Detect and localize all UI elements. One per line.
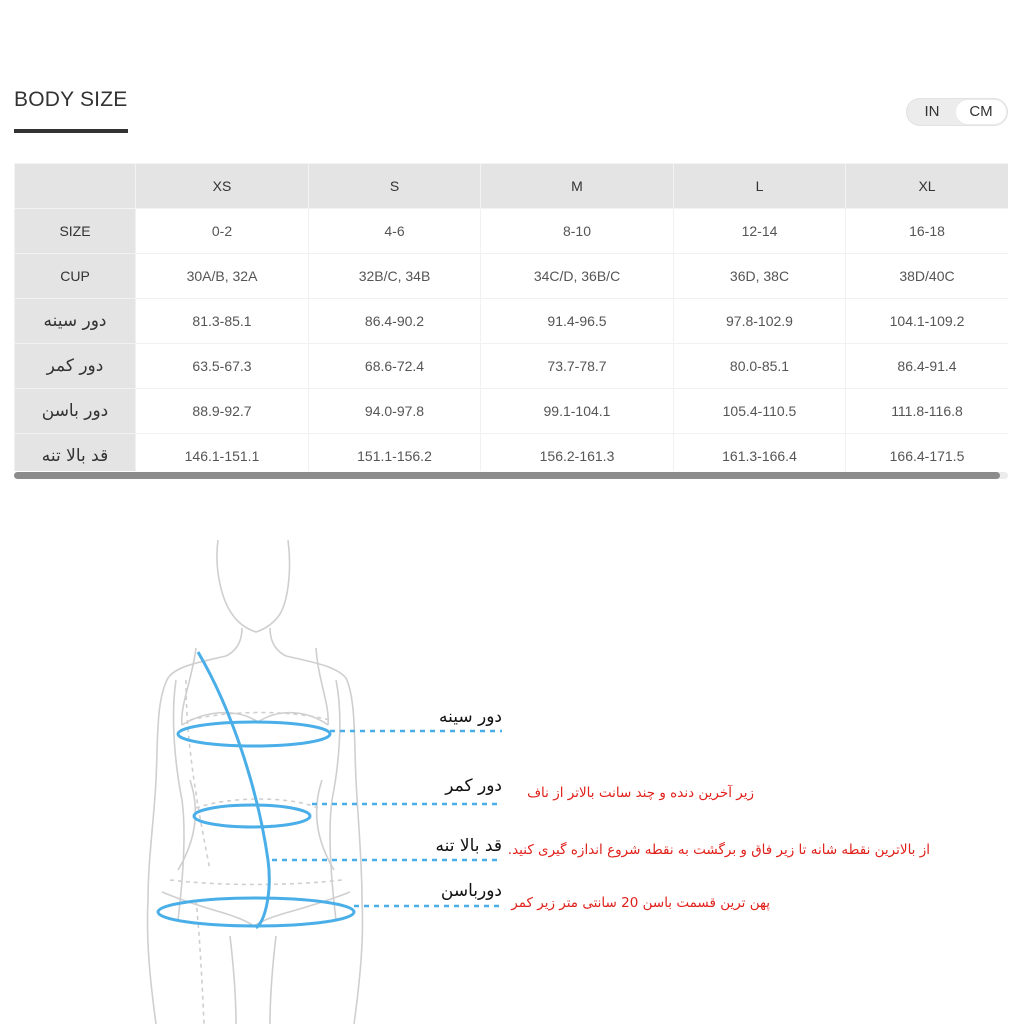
table-cell: 8-10 [481,209,674,254]
table-cell: 38D/40C [846,254,1009,299]
waist-measure-line [194,805,310,827]
table-cell: 86.4-90.2 [309,299,481,344]
table-cell: 30A/B, 32A [136,254,309,299]
size-table-scroll[interactable] [14,163,1008,471]
table-cell: 4-6 [309,209,481,254]
row-header: قد بالا تنه [15,434,136,472]
table-cell: 161.3-166.4 [674,434,846,472]
table-row [15,434,1009,472]
torso-note: از بالاترین نقطه شانه تا زیر فاق و برگشت به نقطه شروع اندازه گیری کنید. [507,842,930,858]
waist-note: زیر آخرین دنده و چند سانت بالاتر از ناف [527,785,754,801]
table-row [15,344,1009,389]
row-header: دور کمر [15,344,136,389]
table-cell: 81.3-85.1 [136,299,309,344]
table-cell: 12-14 [674,209,846,254]
torso-measure-line [198,652,269,928]
table-cell: 105.4-110.5 [674,389,846,434]
table-cell: 36D, 38C [674,254,846,299]
table-row [15,299,1009,344]
table-cell: 104.1-109.2 [846,299,1009,344]
bust-measure-line [178,722,330,746]
row-header: CUP [15,254,136,299]
table-cell: 88.9-92.7 [136,389,309,434]
column-header: XS [136,164,309,209]
hip-measure-line [158,898,354,926]
bust-label: دور سینه [438,707,502,727]
table-cell: 68.6-72.4 [309,344,481,389]
row-header: SIZE [15,209,136,254]
table-cell: 94.0-97.8 [309,389,481,434]
table-row [15,389,1009,434]
table-cell: 86.4-91.4 [846,344,1009,389]
horizontal-scrollbar-thumb[interactable] [14,472,1000,479]
table-cell: 91.4-96.5 [481,299,674,344]
table-cell: 63.5-67.3 [136,344,309,389]
hip-note: پهن ترین قسمت باسن 20 سانتی متر زیر کمر [511,895,770,911]
table-cell: 32B/C, 34B [309,254,481,299]
table-cell: 16-18 [846,209,1009,254]
table-corner-cell [15,164,136,209]
body-figure-illustration [0,540,1024,1024]
table-cell: 34C/D, 36B/C [481,254,674,299]
table-cell: 146.1-151.1 [136,434,309,472]
row-header: دور سینه [15,299,136,344]
table-cell: 73.7-78.7 [481,344,674,389]
page-title: BODY SIZE [14,88,128,111]
table-cell: 151.1-156.2 [309,434,481,472]
table-cell: 0-2 [136,209,309,254]
table-header-row [15,164,1009,209]
size-table [14,163,1008,471]
table-row [15,254,1009,299]
measurement-diagram [0,540,1024,1024]
table-cell: 166.4-171.5 [846,434,1009,472]
column-header: XL [846,164,1009,209]
torso-label: قد بالا تنه [435,836,502,856]
table-cell: 111.8-116.8 [846,389,1009,434]
waist-label: دور کمر [445,776,502,796]
table-cell: 97.8-102.9 [674,299,846,344]
table-cell: 80.0-85.1 [674,344,846,389]
table-cell: 99.1-104.1 [481,389,674,434]
unit-toggle[interactable] [906,98,1008,126]
column-header: L [674,164,846,209]
body-outline [147,540,362,1024]
hip-label: دورباسن [440,881,502,901]
row-header: دور باسن [15,389,136,434]
table-cell: 156.2-161.3 [481,434,674,472]
unit-cm-button[interactable]: CM [956,100,1006,124]
column-header: S [309,164,481,209]
title-underline [14,129,128,133]
table-row [15,209,1009,254]
unit-in-button[interactable]: IN [924,103,940,120]
column-header: M [481,164,674,209]
